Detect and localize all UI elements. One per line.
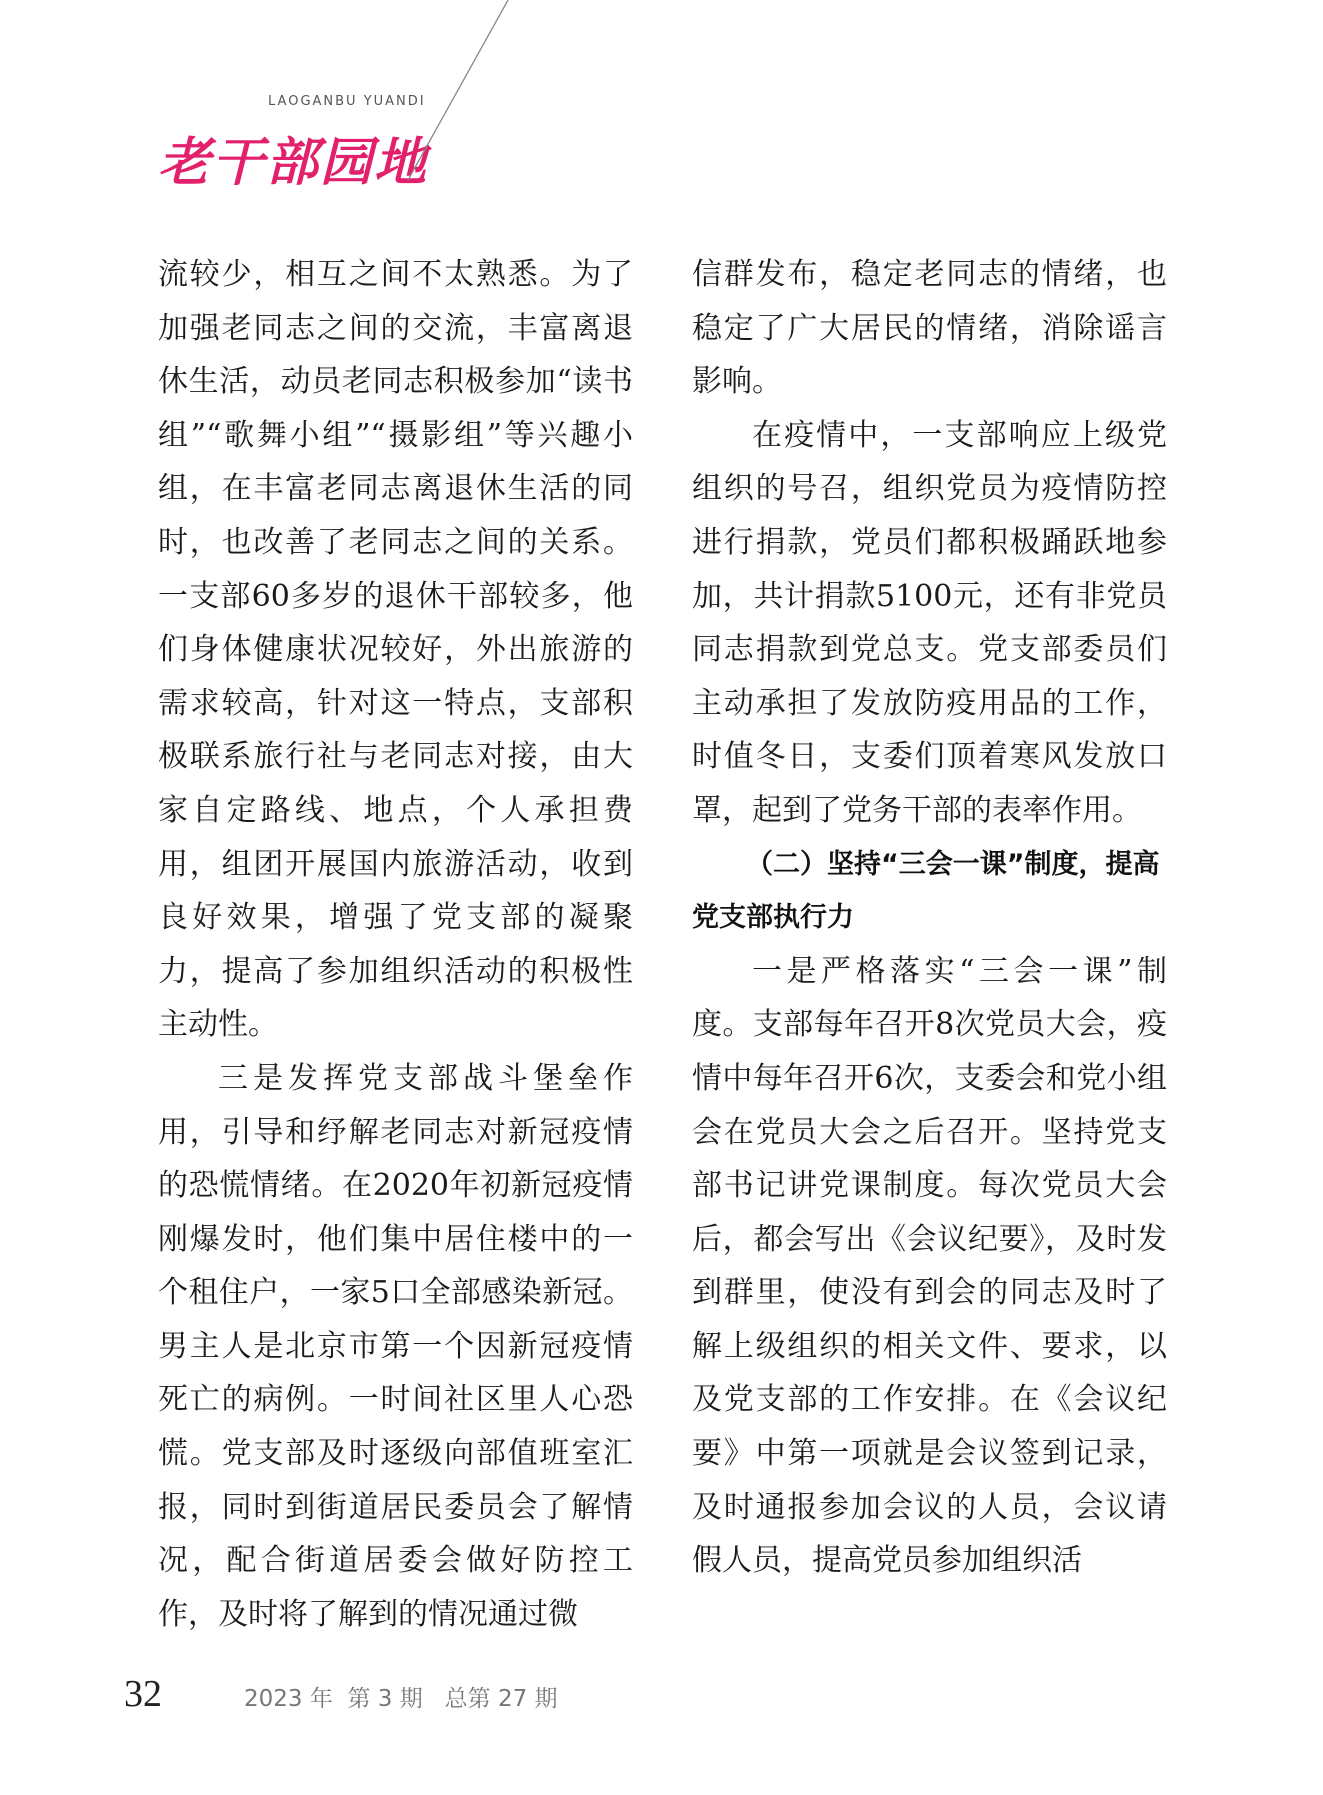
right-paragraph-1: 信群发布，稳定老同志的情绪，也稳定了广大居民的情绪，消除谣言影响。 [692,257,1167,400]
section-heading: （二）坚持“三会一课”制度，提高党支部执行力 [692,848,1160,934]
issue-info: 2023 年 第 3 期 总第 27 期 [244,1686,558,1712]
left-paragraph-2: 三是发挥党支部战斗堡垒作用，引导和纾解老同志对新冠疫情的恐慌情绪。在2020年初新冠疫情刚爆发时，他们集中居住楼中的一个租住户，一家5口全部感染新冠。男主人是北京市第一个因新冠疫情死亡的病例。一时间社区里人心恐慌。党支部及时逐级向部值班室汇报，同时到街道居民委员会了解情况，配合街道居委会做好防控工作，及时将了解到的情况通过微 [158,1060,633,1632]
left-column [158,248,633,1641]
page-number: 32 [124,1673,162,1715]
right-column [692,248,1167,1588]
right-paragraph-2: 在疫情中，一支部响应上级党组织的号召，组织党员为疫情防控进行捐款，党员们都积极踊跃地参加，共计捐款5100元，还有非党员同志捐款到党总支。党支部委员们主动承担了发放防疫用品的工作，时值冬日，支委们顶着寒风发放口罩，起到了党务干部的表率作用。 [692,417,1167,828]
masthead-pinyin: LAOGANBU YUANDI [268,94,426,109]
right-paragraph-3: 一是严格落实“三会一课”制度。支部每年召开8次党员大会，疫情中每年召开6次，支委会和党小组会在党员大会之后召开。坚持党支部书记讲党课制度。每次党员大会后，都会写出《会议纪要》，及时发到群里，使没有到会的同志及时了解上级组织的相关文件、要求，以及党支部的工作安排。在《会议纪要》中第一项就是会议签到记录，及时通报参加会议的人员，会议请假人员，提高党员参加组织活 [692,953,1167,1579]
left-paragraph-1: 流较少，相互之间不太熟悉。为了加强老同志之间的交流，丰富离退休生活，动员老同志积极参加“读书组”“歌舞小组”“摄影组”等兴趣小组，在丰富老同志离退休生活的同时，也改善了老同志之间的关系。一支部60多岁的退休干部较多，他们身体健康状况较好，外出旅游的需求较高，针对这一特点，支部积极联系旅行社与老同志对接，由大家自定路线、地点，个人承担费用，组团开展国内旅游活动，收到良好效果，增强了党支部的凝聚力，提高了参加组织活动的积极性主动性。 [158,257,633,1043]
masthead-title: 老干部园地 [158,132,429,193]
decorative-diagonal-line [0,0,1323,260]
